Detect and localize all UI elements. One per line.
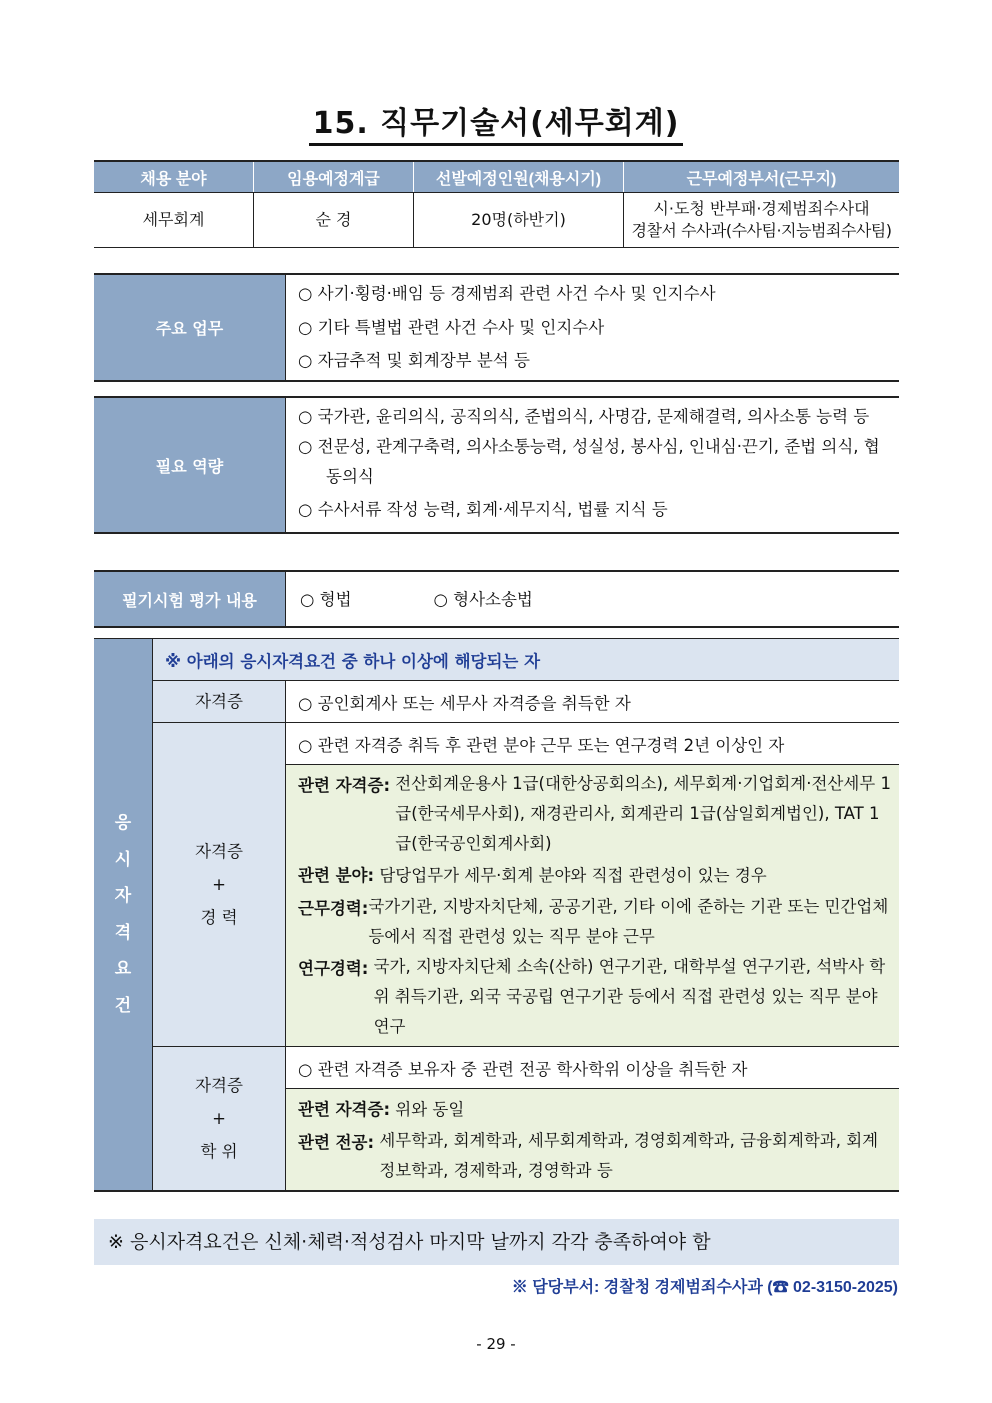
competency-item: ○ 전문성, 관계구축력, 의사소통능력, 성실성, 봉사심, 인내심·끈기, 준법 의식, 협동의식 xyxy=(298,437,880,486)
cert-text: ○ 공인회계사 또는 세무사 자격증을 취득한 자 xyxy=(286,681,900,723)
cert-career-text: ○ 관련 자격증 취득 후 관련 분야 근무 또는 연구경력 2년 이상인 자 xyxy=(286,723,900,765)
exam-subject: ○ 형법 xyxy=(300,589,352,609)
dept-line-2: 경찰서 수사과(수사팀·지능범죄수사팀) xyxy=(631,221,892,240)
title-text: 15. 직무기술서(세무회계) xyxy=(309,106,684,146)
label-line: + xyxy=(212,875,226,894)
detail-key: 관련 자격증: xyxy=(298,776,391,795)
detail-row xyxy=(298,1126,893,1186)
detail-key: 관련 자격증: xyxy=(298,1100,391,1119)
exam-label: 필기시험 평가 내용 xyxy=(94,571,286,627)
label-line: + xyxy=(212,1109,226,1128)
duty-item: ○ 자금추적 및 회계장부 분석 등 xyxy=(298,351,530,370)
detail-value: 세무학과, 회계학과, 세무회계학과, 경영회계학과, 금융회계학과, 회계정보학과, 경제학과, 경영학과 등 xyxy=(379,1131,879,1180)
col-dept: 근무예정부서(근무지) xyxy=(624,161,900,193)
detail-value: 위와 동일 xyxy=(395,1100,465,1119)
count-value: 20명(하반기) xyxy=(414,193,624,248)
col-field: 채용 분야 xyxy=(94,161,254,193)
detail-row xyxy=(298,1093,893,1126)
duty-item: ○ 사기·횡령·배임 등 경제범죄 관련 사건 수사 및 인지수사 xyxy=(298,284,716,303)
cert-degree-label xyxy=(153,1047,286,1192)
cert-career-details xyxy=(286,765,900,1047)
label-line: 자격증 xyxy=(195,842,243,861)
exam-table xyxy=(94,570,899,628)
detail-key: 근무경력: xyxy=(298,899,369,918)
label-line: 학 위 xyxy=(200,1142,238,1161)
cert-career-label xyxy=(153,723,286,1047)
competency-item: ○ 수사서류 작성 능력, 회계·세무지식, 법률 지식 등 xyxy=(298,500,668,519)
label-line: 경 력 xyxy=(200,908,238,927)
side-char: 시 xyxy=(114,849,132,870)
dept-value xyxy=(624,193,900,248)
contact-info: ※ 담당부서: 경찰청 경제범죄수사과 (☎ 02-3150-2025) xyxy=(511,1279,898,1296)
detail-key: 관련 분야: xyxy=(298,866,375,885)
detail-value: 국가, 지방자치단체 소속(산하) 연구기관, 대학부설 연구기관, 석박사 학위 취득기관, 외국 국공립 연구기관 등에서 직접 관련성 있는 직무 분야 연구 xyxy=(373,957,886,1036)
duty-item: ○ 기타 특별법 관련 사건 수사 및 인지수사 xyxy=(298,317,605,337)
col-count: 선발예정인원(채용시기) xyxy=(414,161,624,193)
detail-key: 연구경력: xyxy=(298,959,369,978)
detail-value: 담당업무가 세무·회계 분야와 직접 관련성이 있는 경우 xyxy=(379,866,767,885)
dept-line-1: 시·도청 반부패·경제범죄수사대 xyxy=(653,199,870,218)
page-number: - 29 - xyxy=(476,1335,516,1353)
rank-value: 순 경 xyxy=(254,193,414,248)
side-char: 격 xyxy=(114,922,132,943)
side-char: 요 xyxy=(114,959,132,979)
qualifications-side-label xyxy=(94,639,153,1192)
qualification-notice: ※ 아래의 응시자격요건 중 하나 이상에 해당되는 자 xyxy=(153,639,900,681)
detail-row xyxy=(298,892,893,952)
side-char: 건 xyxy=(114,995,132,1016)
competencies-table xyxy=(94,396,899,534)
exam-content xyxy=(286,571,900,627)
duties-table xyxy=(94,273,899,382)
detail-key: 관련 전공: xyxy=(298,1133,375,1152)
detail-row xyxy=(298,952,893,1042)
duties-label: 주요 업무 xyxy=(94,274,286,381)
requirement-footnote: ※ 응시자격요건은 신체·체력·적성검사 마지막 날까지 각각 충족하여야 함 xyxy=(94,1219,899,1265)
col-rank: 임용예정계급 xyxy=(254,161,414,193)
cert-degree-text: ○ 관련 자격증 보유자 중 관련 전공 학사학위 이상을 취득한 자 xyxy=(286,1047,900,1089)
competencies-label: 필요 역량 xyxy=(94,397,286,533)
competency-item: ○ 국가관, 윤리의식, 공직의식, 준법의식, 사명감, 문제해결력, 의사소통 능력 등 xyxy=(298,407,870,426)
label-line: 자격증 xyxy=(195,1076,243,1095)
competencies-content xyxy=(286,397,900,533)
detail-value: 국가기관, 지방자치단체, 공공기관, 기타 이에 준하는 기관 또는 민간업체 등에서 직접 관련성 있는 직무 분야 근무 xyxy=(368,897,889,946)
detail-row xyxy=(298,859,893,892)
detail-value: 전산회계운용사 1급(대한상공회의소), 세무회계·기업회계·전산세무 1급(한국세무사회), 재경관리사, 회계관리 1급(삼일회계법인), TAT 1급(한국공인회계사회) xyxy=(395,774,891,853)
cert-label: 자격증 xyxy=(153,681,286,723)
page-title xyxy=(0,98,992,142)
side-char: 응 xyxy=(114,813,132,833)
recruitment-header-table xyxy=(94,160,899,248)
exam-subject: ○ 형사소송법 xyxy=(433,589,533,609)
detail-row xyxy=(298,769,893,859)
qualifications-table xyxy=(94,638,899,1192)
duties-content xyxy=(286,274,900,381)
cert-degree-details xyxy=(286,1089,900,1192)
field-value: 세무회계 xyxy=(94,193,254,248)
side-char: 자 xyxy=(114,886,132,906)
